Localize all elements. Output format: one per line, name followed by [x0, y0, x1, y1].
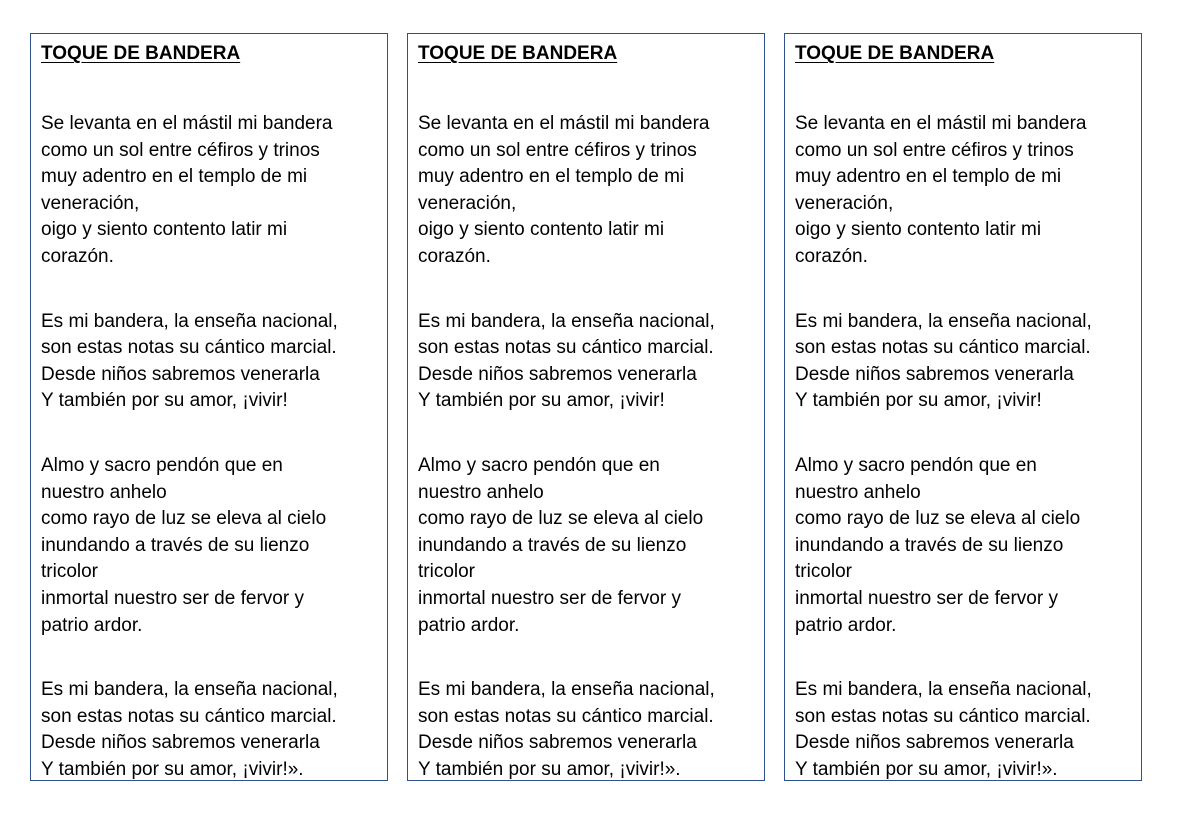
lyric-line: patrio ardor. [795, 614, 897, 636]
stanza [795, 309, 1141, 415]
stanza [418, 309, 764, 415]
lyric-line: veneración, [418, 192, 517, 214]
lyric-line: Almo y sacro pendón que en [41, 454, 283, 476]
lyric-line: Es mi bandera, la enseña nacional, [418, 679, 715, 701]
lyric-line: Se levanta en el mástil mi bandera [418, 113, 710, 134]
lyric-line: oigo y siento contento latir mi [41, 219, 288, 241]
card-title: TOQUE DE BANDERA [418, 43, 618, 64]
lyric-line: patrio ardor. [418, 614, 520, 636]
lyric-line: son estas notas su cántico marcial. [41, 705, 337, 727]
lyric-line: Es mi bandera, la enseña nacional, [41, 679, 338, 701]
lyric-line: corazón. [41, 245, 114, 267]
lyric-line: muy adentro en el templo de mi [41, 166, 308, 188]
card-title: TOQUE DE BANDERA [41, 43, 241, 64]
lyric-line: Es mi bandera, la enseña nacional, [41, 310, 338, 332]
lyric-line: Y también por su amor, ¡vivir! [795, 390, 1042, 412]
lyrics-card-1 [30, 33, 388, 781]
stanza [418, 111, 764, 271]
lyric-line: corazón. [418, 245, 491, 267]
lyric-line: tricolor [795, 561, 853, 583]
lyric-line: nuestro anhelo [418, 481, 544, 503]
lyric-line: como rayo de luz se eleva al cielo [41, 508, 327, 530]
lyric-line: Es mi bandera, la enseña nacional, [795, 310, 1092, 332]
stanza [795, 111, 1141, 271]
stanza [795, 677, 1141, 783]
lyric-line: como rayo de luz se eleva al cielo [795, 508, 1081, 530]
lyric-line: Es mi bandera, la enseña nacional, [418, 310, 715, 332]
stanza [41, 677, 387, 783]
lyric-line: veneración, [795, 192, 894, 214]
lyric-line: Y también por su amor, ¡vivir! [41, 390, 288, 412]
stanza [795, 453, 1141, 639]
lyric-line: Se levanta en el mástil mi bandera [41, 113, 333, 134]
lyric-line: Desde niños sabremos venerarla [41, 363, 320, 385]
lyric-line: inmortal nuestro ser de fervor y [418, 587, 681, 609]
lyric-line: inundando a través de su lienzo [41, 534, 310, 556]
lyric-line: Almo y sacro pendón que en [418, 454, 660, 476]
lyric-line: como un sol entre céfiros y trinos [418, 139, 697, 161]
lyric-line: tricolor [418, 561, 476, 583]
stanza [418, 453, 764, 639]
lyric-line: Desde niños sabremos venerarla [418, 363, 697, 385]
lyric-line: Y también por su amor, ¡vivir! [418, 390, 665, 412]
lyric-line: oigo y siento contento latir mi [418, 219, 665, 241]
lyric-line: Y también por su amor, ¡vivir!». [418, 758, 681, 780]
stanza [41, 453, 387, 639]
lyrics-card-2 [407, 33, 765, 781]
lyric-line: son estas notas su cántico marcial. [795, 705, 1091, 727]
lyric-line: patrio ardor. [41, 614, 143, 636]
lyric-line: tricolor [41, 561, 99, 583]
stanza [41, 309, 387, 415]
stanza [418, 677, 764, 783]
lyric-line: oigo y siento contento latir mi [795, 219, 1042, 241]
lyric-line: Almo y sacro pendón que en [795, 454, 1037, 476]
lyric-line: Y también por su amor, ¡vivir!». [795, 758, 1058, 780]
lyric-line: Se levanta en el mástil mi bandera [795, 113, 1087, 134]
lyrics-card-3 [784, 33, 1142, 781]
stanza [41, 111, 387, 271]
lyric-line: como un sol entre céfiros y trinos [795, 139, 1074, 161]
lyric-line: como rayo de luz se eleva al cielo [418, 508, 704, 530]
lyric-line: como un sol entre céfiros y trinos [41, 139, 320, 161]
lyric-line: inmortal nuestro ser de fervor y [41, 587, 304, 609]
lyric-line: Y también por su amor, ¡vivir!». [41, 758, 304, 780]
card-title: TOQUE DE BANDERA [795, 43, 995, 64]
lyric-line: inundando a través de su lienzo [795, 534, 1064, 556]
lyric-line: inundando a través de su lienzo [418, 534, 687, 556]
lyric-line: Desde niños sabremos venerarla [41, 732, 320, 754]
lyric-line: Desde niños sabremos venerarla [795, 363, 1074, 385]
lyric-line: Es mi bandera, la enseña nacional, [795, 679, 1092, 701]
lyric-line: inmortal nuestro ser de fervor y [795, 587, 1058, 609]
lyric-line: veneración, [41, 192, 140, 214]
lyric-line: son estas notas su cántico marcial. [795, 337, 1091, 359]
lyric-line: Desde niños sabremos venerarla [795, 732, 1074, 754]
lyric-line: son estas notas su cántico marcial. [41, 337, 337, 359]
lyric-line: nuestro anhelo [795, 481, 921, 503]
lyric-line: nuestro anhelo [41, 481, 167, 503]
lyric-line: Desde niños sabremos venerarla [418, 732, 697, 754]
lyric-line: muy adentro en el templo de mi [795, 166, 1062, 188]
lyric-line: muy adentro en el templo de mi [418, 166, 685, 188]
lyric-line: son estas notas su cántico marcial. [418, 337, 714, 359]
lyric-line: corazón. [795, 245, 868, 267]
lyric-line: son estas notas su cántico marcial. [418, 705, 714, 727]
